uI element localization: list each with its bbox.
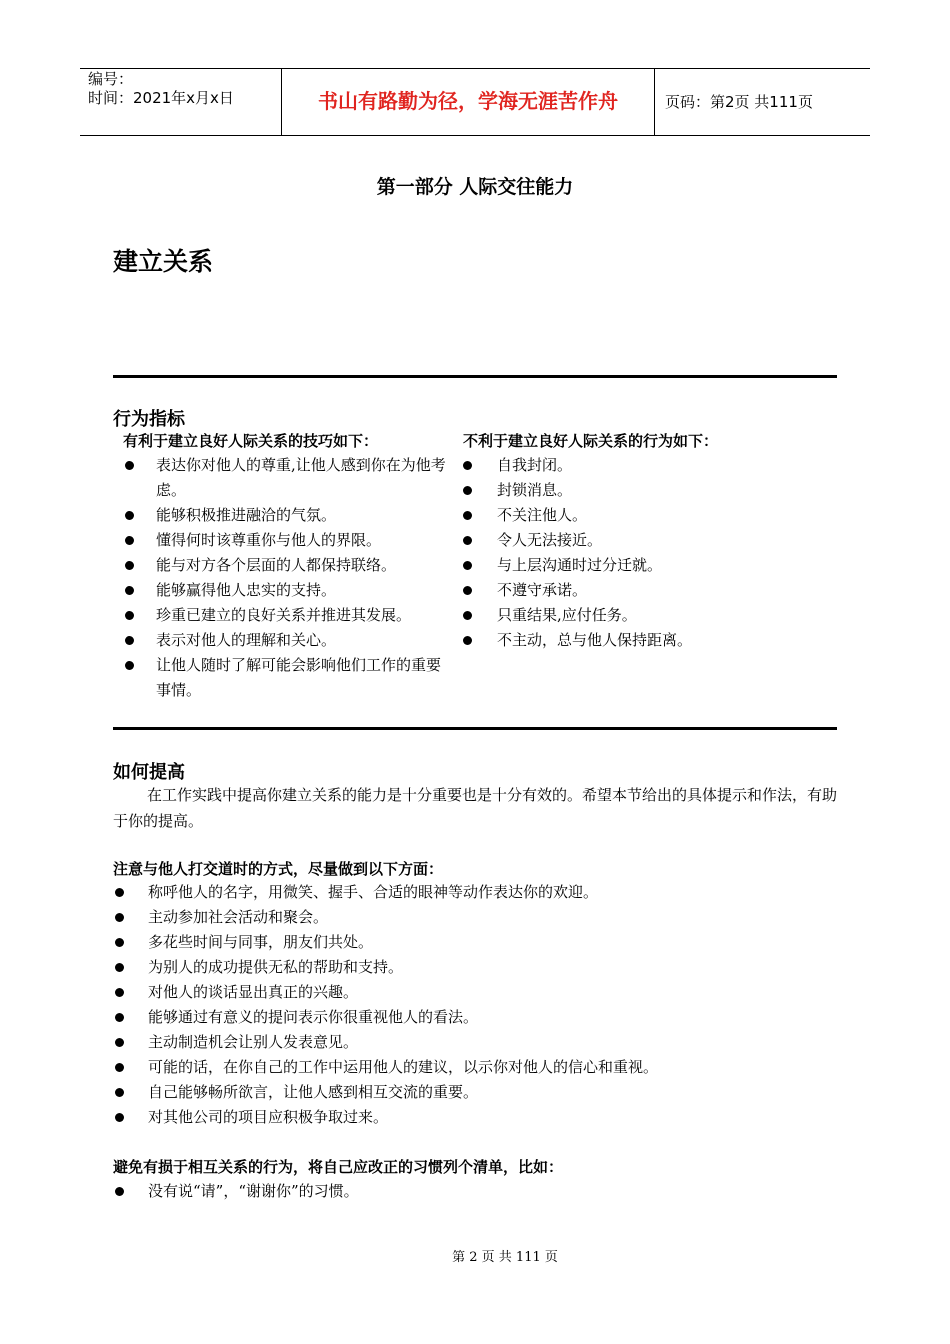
bullet-icon — [115, 913, 124, 922]
list-item: 自我封闭。 — [463, 453, 793, 478]
bullet-icon — [463, 611, 472, 620]
list-item: 没有说“请”，“谢谢你”的习惯。 — [113, 1179, 843, 1204]
bullet-icon — [115, 988, 124, 997]
list-item: 珍重已建立的良好关系并推进其发展。 — [123, 603, 451, 628]
bullet-icon — [125, 636, 134, 645]
bullet-icon — [115, 1063, 124, 1072]
bullet-icon — [125, 586, 134, 595]
bullet-icon — [125, 661, 134, 670]
bullet-icon — [125, 511, 134, 520]
list-item: 封锁消息。 — [463, 478, 793, 503]
list-item: 令人无法接近。 — [463, 528, 793, 553]
list-item: 懂得何时该尊重你与他人的界限。 — [123, 528, 451, 553]
bullet-icon — [115, 1187, 124, 1196]
bullet-icon — [463, 511, 472, 520]
list-item: 多花些时间与同事，朋友们共处。 — [113, 930, 843, 955]
list-item: 不主动，总与他人保持距离。 — [463, 628, 793, 653]
list-item: 主动参加社会活动和聚会。 — [113, 905, 843, 930]
bullet-icon — [115, 1113, 124, 1122]
bullet-icon — [125, 561, 134, 570]
improve-heading: 如何提高 — [113, 762, 185, 783]
bullet-icon — [115, 938, 124, 947]
bullet-icon — [125, 611, 134, 620]
list-item: 表示对他人的理解和关心。 — [123, 628, 451, 653]
bullet-icon — [463, 586, 472, 595]
negative-list-title: 不利于建立良好人际关系的行为如下： — [463, 432, 719, 450]
positive-list — [123, 453, 451, 703]
header-motto: 书山有路勤为径，学海无涯苦作舟 — [318, 89, 618, 113]
bullet-icon — [115, 1013, 124, 1022]
page-footer: 第 2 页 共 111 页 — [452, 1250, 558, 1265]
section-rule — [113, 727, 837, 730]
header-meta — [88, 70, 234, 108]
section-title: 建立关系 — [113, 247, 214, 276]
header-top-border — [80, 68, 870, 69]
header-divider — [654, 68, 655, 136]
list-item: 自己能够畅所欲言，让他人感到相互交流的重要。 — [113, 1080, 843, 1105]
bullet-icon — [463, 461, 472, 470]
list-item: 对他人的谈话显出真正的兴趣。 — [113, 980, 843, 1005]
negative-list — [463, 453, 793, 653]
bullet-icon — [115, 963, 124, 972]
bullet-icon — [115, 1088, 124, 1097]
bullet-icon — [125, 536, 134, 545]
list-item: 能够积极推进融洽的气氛。 — [123, 503, 451, 528]
list-item: 不关注他人。 — [463, 503, 793, 528]
list-item: 只重结果,应付任务。 — [463, 603, 793, 628]
time-label: 时间：2021年x月x日 — [88, 89, 234, 107]
bullet-icon — [115, 888, 124, 897]
list-item: 称呼他人的名字，用微笑、握手、合适的眼神等动作表达你的欢迎。 — [113, 880, 843, 905]
header-page-info: 页码：第2页 共111页 — [665, 93, 813, 111]
list-item: 可能的话，在你自己的工作中运用他人的建议，以示你对他人的信心和重视。 — [113, 1055, 843, 1080]
header-bottom-border — [80, 135, 870, 136]
block2-list — [113, 1179, 843, 1204]
list-item: 对其他公司的项目应积极争取过来。 — [113, 1105, 843, 1130]
list-item: 让他人随时了解可能会影响他们工作的重要事情。 — [123, 653, 451, 703]
list-item: 不遵守承诺。 — [463, 578, 793, 603]
bullet-icon — [463, 536, 472, 545]
list-item: 能够赢得他人忠实的支持。 — [123, 578, 451, 603]
bullet-icon — [463, 636, 472, 645]
part-title: 第一部分 人际交往能力 — [376, 176, 574, 198]
behavior-heading: 行为指标 — [113, 409, 185, 430]
bullet-icon — [125, 461, 134, 470]
list-item: 能与对方各个层面的人都保持联络。 — [123, 553, 451, 578]
list-item: 与上层沟通时过分迁就。 — [463, 553, 793, 578]
section-rule — [113, 375, 837, 378]
block1-list — [113, 880, 843, 1130]
block2-title: 避免有损于相互关系的行为，将自己应改正的习惯列个清单，比如： — [113, 1158, 564, 1176]
bullet-icon — [463, 486, 472, 495]
number-label: 编号： — [88, 70, 134, 88]
positive-list-title: 有利于建立良好人际关系的技巧如下： — [123, 432, 379, 450]
list-item: 主动制造机会让别人发表意见。 — [113, 1030, 843, 1055]
block1-title: 注意与他人打交道时的方式，尽量做到以下方面： — [113, 860, 444, 878]
list-item: 为别人的成功提供无私的帮助和支持。 — [113, 955, 843, 980]
improve-paragraph: 在工作实践中提高你建立关系的能力是十分重要也是十分有效的。希望本节给出的具体提示和作法，有助于你的提高。 — [113, 786, 838, 830]
header-divider — [281, 68, 282, 136]
list-item: 能够通过有意义的提问表示你很重视他人的看法。 — [113, 1005, 843, 1030]
bullet-icon — [115, 1038, 124, 1047]
bullet-icon — [463, 561, 472, 570]
list-item: 表达你对他人的尊重,让他人感到你在为他考虑。 — [123, 453, 451, 503]
